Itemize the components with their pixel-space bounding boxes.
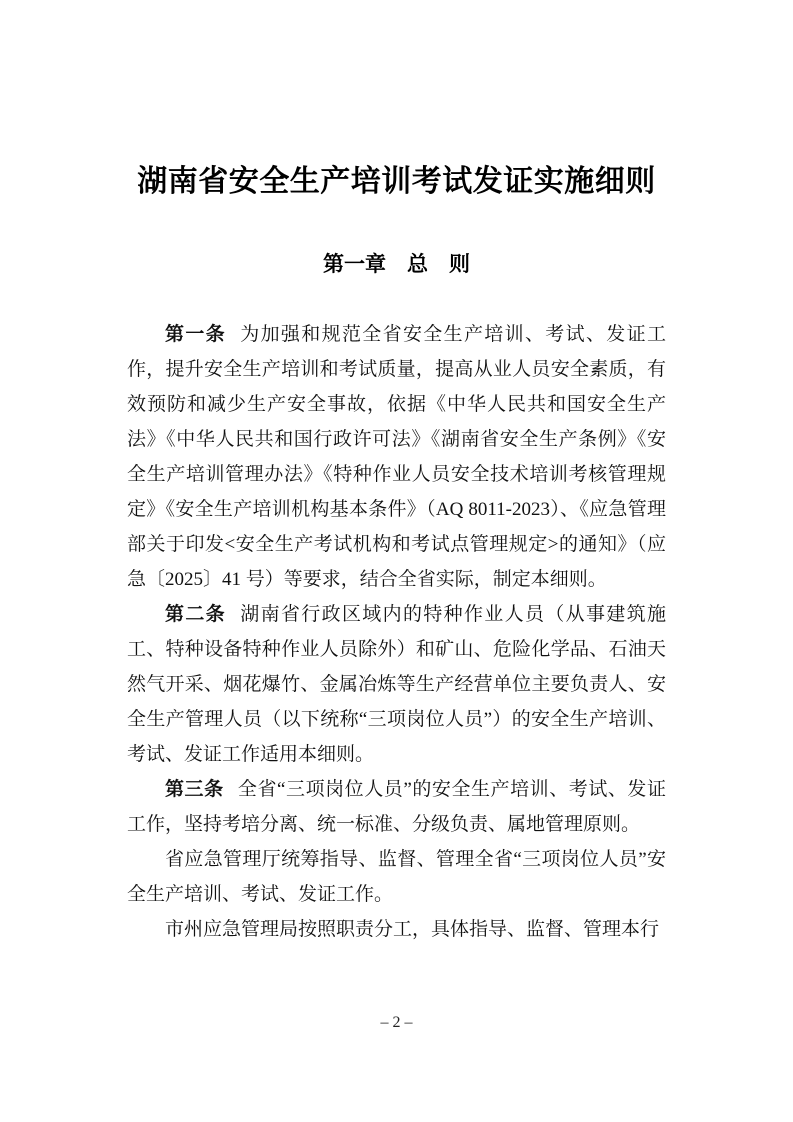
- article-2-text: 湖南省行政区域内的特种作业人员（从事建筑施工、特种设备特种作业人员除外）和矿山、危险化学品、石油天然气开采、烟花爆竹、金属冶炼等生产经营单位主要负责人、安全生产管理人员（以下统称“三项岗位人员”）的安全生产培训、考试、发证工作适用本细则。: [127, 604, 666, 765]
- paragraph-city-bureau: [127, 912, 666, 947]
- paragraph-provincial-dept-text: 省应急管理厅统筹指导、监督、管理全省“三项岗位人员”安全生产培训、考试、发证工作。: [127, 849, 666, 905]
- document-body: [127, 317, 666, 947]
- paragraph-article-3: [127, 772, 666, 842]
- chapter-heading: 第一章 总 则: [323, 252, 470, 276]
- article-3-text: 全省“三项岗位人员”的安全生产培训、考试、发证工作，坚持考培分离、统一标准、分级负责、属地管理原则。: [127, 779, 666, 835]
- page-number: – 2 –: [380, 1014, 413, 1031]
- paragraph-city-bureau-text: 市州应急管理局按照职责分工，具体指导、监督、管理本行: [165, 919, 660, 940]
- article-2-lead: 第二条: [165, 604, 227, 625]
- article-1-text: 为加强和规范全省安全生产培训、考试、发证工作，提升安全生产培训和考试质量，提高从业人员安全素质，有效预防和减少生产安全事故，依据《中华人民共和国安全生产法》《中华人民共和国行政许可法》《湖南省安全生产条例》《安全生产培训管理办法》《特种作业人员安全技术培训考核管理规定》《安全生产培训机构基本条件》（AQ 8011-2023）、《应急管理部关于印发<安全生产考试机构和考试点管理规定>的通知》（应急〔2025〕41 号）等要求，结合全省实际，制定本细则。: [127, 324, 666, 590]
- paragraph-article-1: [127, 317, 666, 597]
- article-1-lead: 第一条: [165, 324, 227, 345]
- paragraph-article-2: [127, 597, 666, 772]
- paragraph-provincial-dept: [127, 842, 666, 912]
- document-title: 湖南省安全生产培训考试发证实施细则: [137, 165, 656, 198]
- article-3-lead: 第三条: [165, 779, 224, 800]
